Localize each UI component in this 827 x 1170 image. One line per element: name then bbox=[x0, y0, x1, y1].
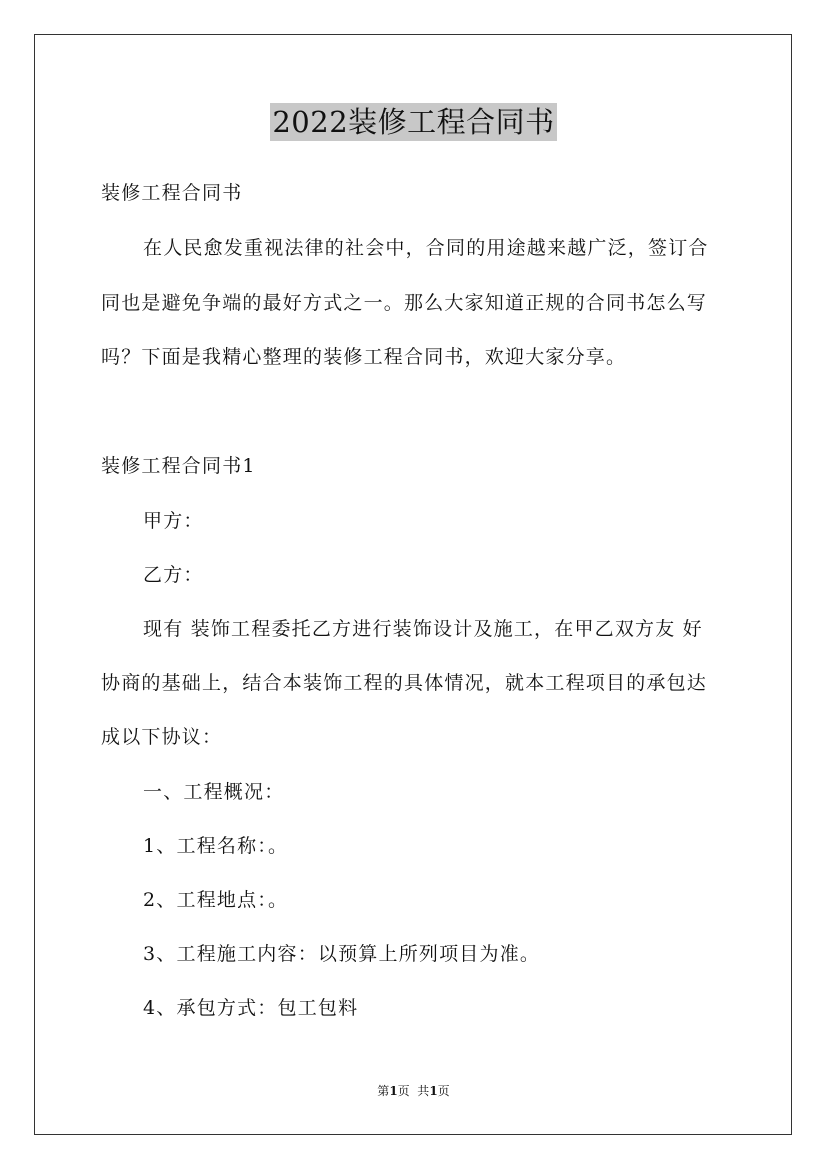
list-item: 4、承包方式：包工包料 bbox=[143, 997, 359, 1019]
intro-line-3: 吗？下面是我精心整理的装修工程合同书，欢迎大家分享。 bbox=[101, 346, 627, 368]
intro-line-2: 同也是避免争端的最好方式之一。那么大家知道正规的合同书怎么写 bbox=[101, 292, 708, 314]
intro-line-1: 在人民愈发重视法律的社会中，合同的用途越来越广泛，签订合 bbox=[143, 237, 709, 259]
list-item: 2、工程地点：。 bbox=[143, 889, 289, 911]
list-item: 3、工程施工内容：以预算上所列项目为准。 bbox=[143, 943, 541, 965]
body-line-1: 现有 装饰工程委托乙方进行装饰设计及施工，在甲乙双方友 好 bbox=[143, 618, 703, 640]
footer-page-total: 1 bbox=[429, 1084, 438, 1098]
document-title: 2022装修工程合同书 bbox=[272, 105, 555, 139]
page-footer bbox=[0, 1083, 827, 1099]
footer-page-prefix: 第 bbox=[377, 1084, 390, 1098]
section-heading: 装修工程合同书1 bbox=[101, 455, 256, 477]
body-line-3: 成以下协议： bbox=[101, 726, 223, 748]
clause-heading: 一、工程概况： bbox=[143, 781, 285, 803]
party-a-label: 甲方： bbox=[143, 510, 204, 532]
title-container bbox=[0, 103, 827, 141]
document-subtitle: 装修工程合同书 bbox=[101, 182, 243, 204]
body-line-2: 协商的基础上，结合本装饰工程的具体情况，就本工程项目的承包达 bbox=[101, 672, 708, 694]
party-b-label: 乙方： bbox=[143, 564, 204, 586]
footer-page-mid: 页 共 bbox=[397, 1084, 430, 1098]
footer-page-suffix: 页 bbox=[437, 1084, 450, 1098]
list-item: 1、工程名称：。 bbox=[143, 835, 289, 857]
footer-page-number: 1 bbox=[389, 1084, 398, 1098]
